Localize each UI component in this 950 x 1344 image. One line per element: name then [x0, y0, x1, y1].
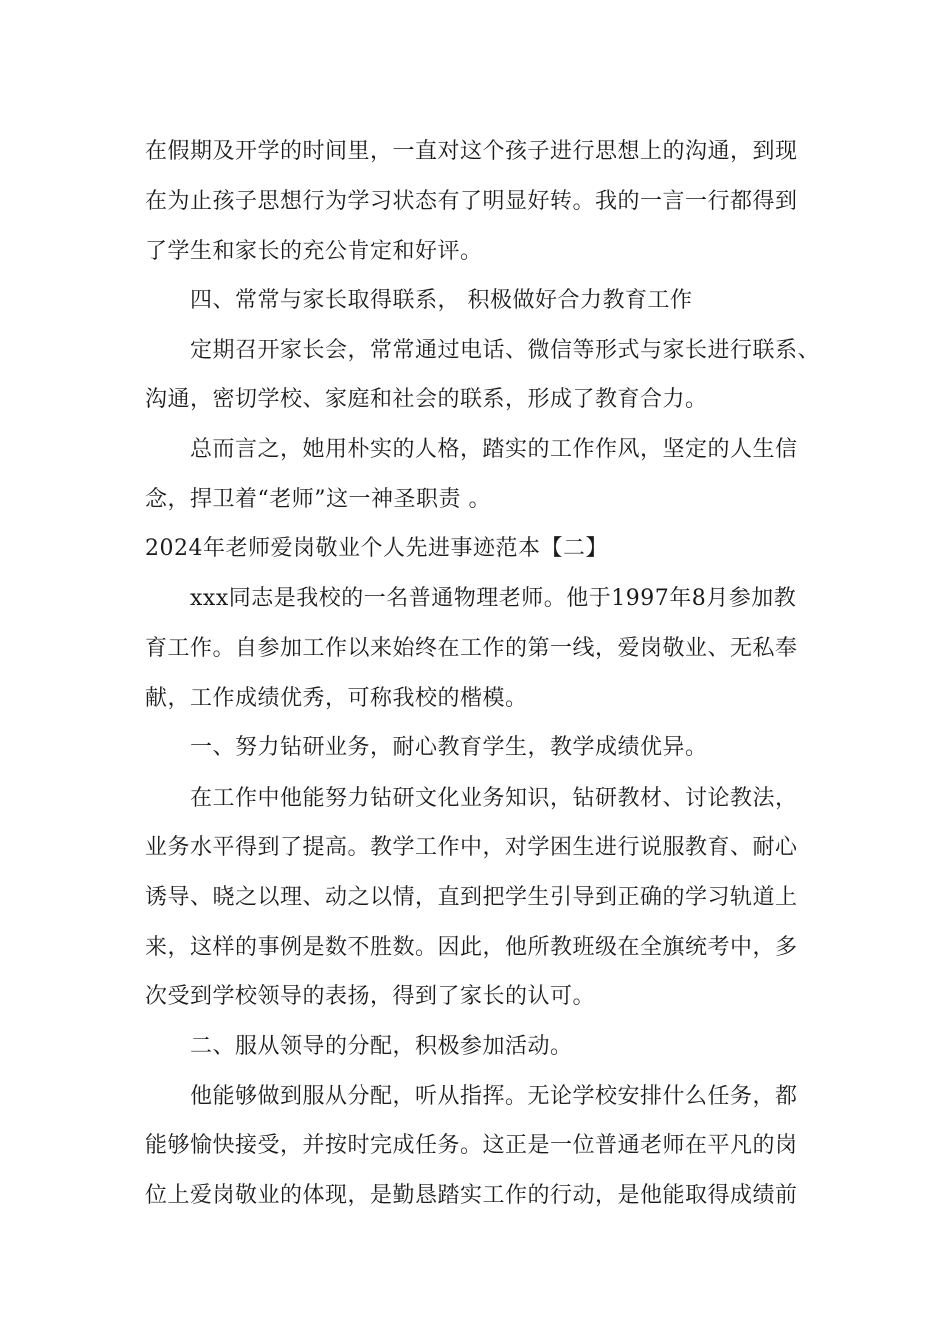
text-line: xxx同志是我校的一名普通物理老师。他于1997年8月参加教	[190, 586, 797, 611]
text-line: 总而言之，她用朴实的人格，踏实的工作作风，坚定的人生信	[190, 437, 798, 462]
text-line: 诱导、晓之以理、动之以情，直到把学生引导到正确的学习轨道上	[145, 885, 798, 910]
text-line: 业务水平得到了提高。教学工作中，对学困生进行说服教育、耐心	[145, 835, 798, 860]
text-line: 念，捍卫着“老师”这一神圣职责 。	[145, 487, 491, 512]
text-line: 在为止孩子思想行为学习状态有了明显好转。我的一言一行都得到	[145, 189, 798, 214]
text-line: 了学生和家长的充公肯定和好评。	[145, 239, 483, 264]
text-line: 沟通，密切学校、家庭和社会的联系，形成了教育合力。	[145, 387, 708, 412]
document-title: 2024年老师爱岗敬业个人先进事迹范本【二】	[145, 536, 608, 561]
text-line: 能够愉快接受，并按时完成任务。这正是一位普通老师在平凡的岗	[145, 1133, 798, 1158]
text-line: 位上爱岗敬业的体现，是勤恳踏实工作的行动，是他能取得成绩前	[145, 1183, 798, 1208]
section-heading: 四、常常与家长取得联系， 积极做好合力教育工作	[190, 288, 693, 313]
section-heading: 二、服从领导的分配，积极参加活动。	[190, 1034, 573, 1059]
text-line: 定期召开家长会，常常通过电话、微信等形式与家长进行联系、	[190, 338, 821, 363]
text-line: 育工作。自参加工作以来始终在工作的第一线，爱岗敬业、无私奉	[145, 636, 798, 661]
text-line: 来，这样的事例是数不胜数。因此，他所教班级在全旗统考中，多	[145, 935, 798, 960]
text-line: 在工作中他能努力钻研文化业务知识，钻研教材、讨论教法，	[190, 786, 798, 811]
text-line: 在假期及开学的时间里，一直对这个孩子进行思想上的沟通，到现	[145, 139, 798, 164]
text-line: 次受到学校领导的表扬，得到了家长的认可。	[145, 984, 596, 1009]
text-line: 献，工作成绩优秀，可称我校的楷模。	[145, 686, 528, 711]
text-line: 他能够做到服从分配，听从指挥。无论学校安排什么任务，都	[190, 1084, 798, 1109]
section-heading: 一、努力钻研业务，耐心教育学生，教学成绩优异。	[190, 735, 708, 760]
